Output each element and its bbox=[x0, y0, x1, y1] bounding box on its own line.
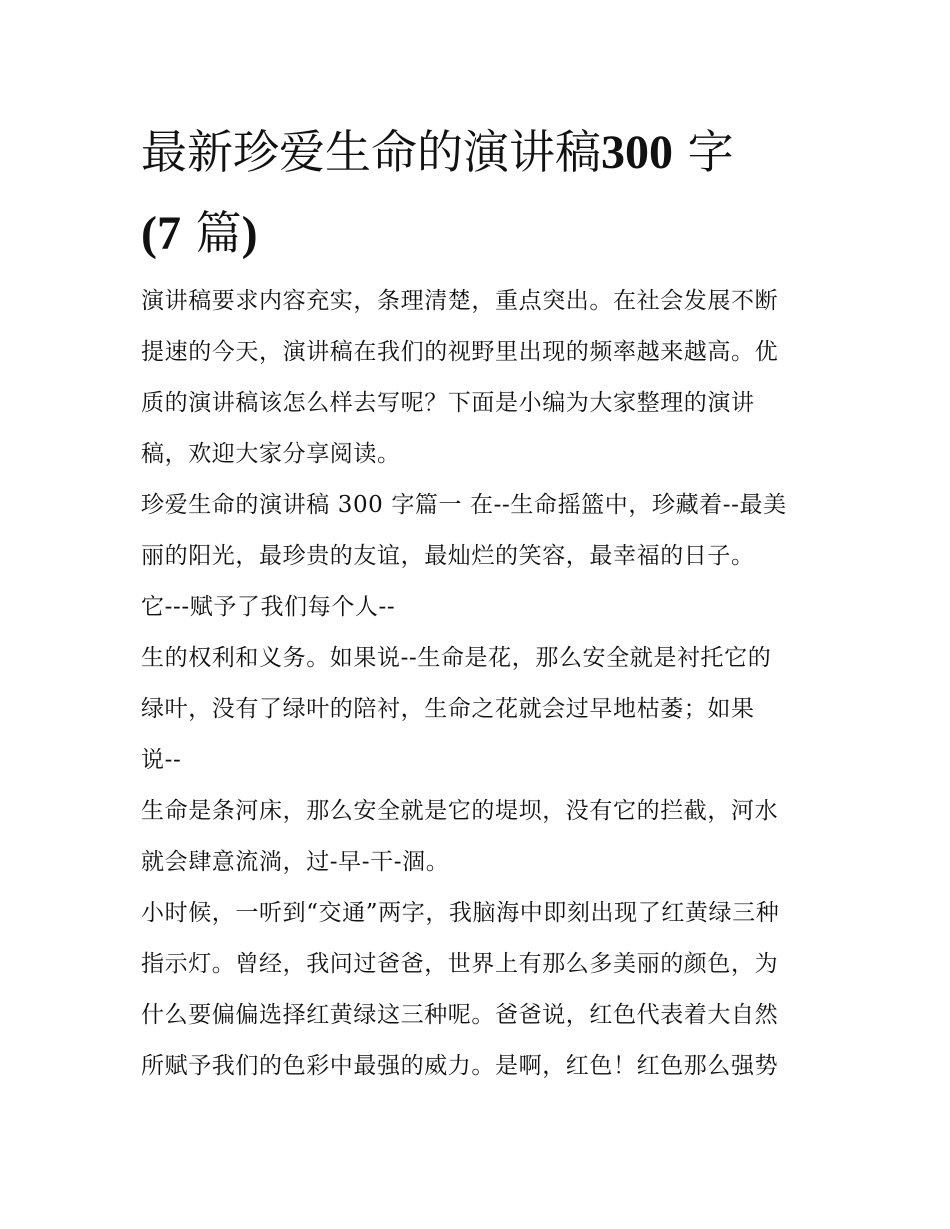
document-title bbox=[141, 112, 821, 274]
text-line: 说-- bbox=[141, 747, 182, 773]
text-line: 所赋予我们的色彩中最强的威力。是啊，红色！红色那么强势 bbox=[141, 1053, 779, 1079]
text-line: 演讲稿要求内容充实，条理清楚，重点突出。在社会发展不断 bbox=[141, 288, 779, 314]
text-line: 质的演讲稿该怎么样去写呢？下面是小编为大家整理的演讲 bbox=[141, 390, 755, 416]
text-line: 什么要偏偏选择红黄绿这三种呢。爸爸说，红色代表着大自然 bbox=[141, 1002, 779, 1028]
text-line: 提速的今天，演讲稿在我们的视野里出现的频率越来越高。优 bbox=[141, 339, 779, 365]
text-line: 它---赋予了我们每个人-- bbox=[141, 594, 396, 620]
title-count-open: (7 bbox=[141, 207, 181, 260]
text-line: 丽的阳光，最珍贵的友谊，最灿烂的笑容，最幸福的日子。 bbox=[141, 543, 755, 569]
text-line: 稿，欢迎大家分享阅读。 bbox=[141, 441, 401, 467]
text-line: 指示灯。曾经，我问过爸爸，世界上有那么多美丽的颜色，为 bbox=[141, 951, 779, 977]
text-line: 小时候，一听到“交通”两字，我脑海中即刻出现了红黄绿三种 bbox=[141, 900, 780, 926]
title-number: 300 bbox=[601, 126, 673, 179]
title-text: 最新珍爱生命的演讲稿 bbox=[141, 125, 601, 179]
text-line: 就会肆意流淌，过-早-干-涸。 bbox=[141, 849, 450, 875]
title-count-close: ) bbox=[241, 207, 258, 260]
text-line: 绿叶，没有了绿叶的陪衬，生命之花就会过早地枯萎；如果 bbox=[141, 696, 755, 722]
body-text bbox=[141, 276, 821, 1092]
title-text: 字 bbox=[673, 125, 734, 179]
title-count-unit: 篇 bbox=[180, 206, 242, 260]
text-line: 生命是条河床，那么安全就是它的堤坝，没有它的拦截，河水 bbox=[141, 798, 779, 824]
text-line: 生的权利和义务。如果说--生命是花，那么安全就是衬托它的 bbox=[141, 645, 772, 671]
text-line: 珍爱生命的演讲稿 300 字篇一 在--生命摇篮中，珍藏着--最美 bbox=[141, 492, 787, 518]
